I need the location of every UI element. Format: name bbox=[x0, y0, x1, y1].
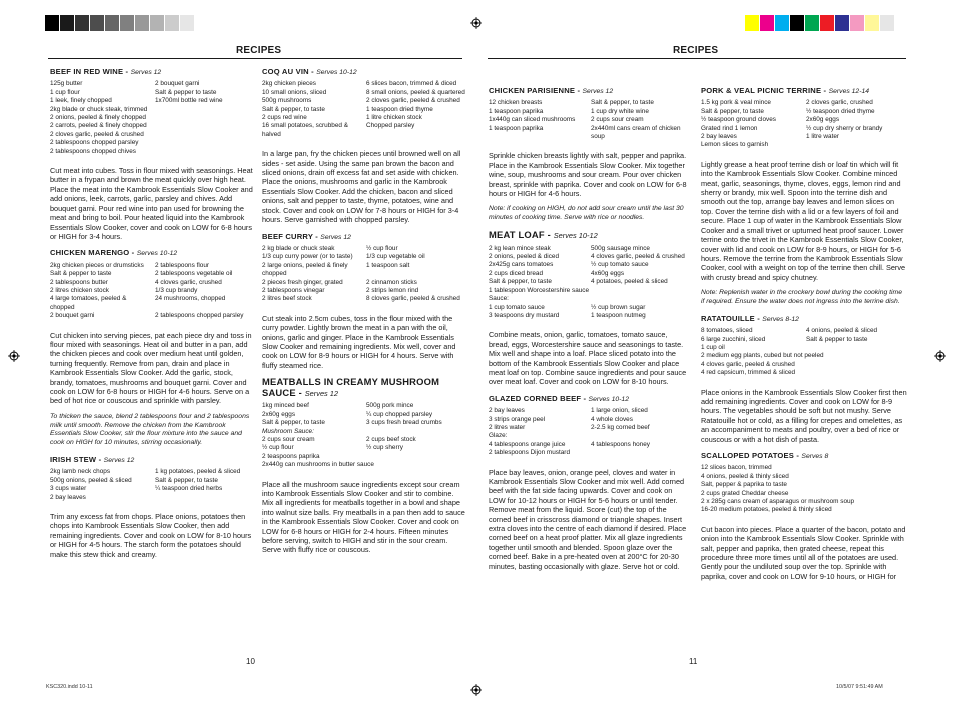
ingredient-item: 125g butter bbox=[50, 80, 83, 88]
ingredient-list bbox=[262, 80, 466, 139]
ingredient-item: Salt & pepper, to taste bbox=[262, 105, 325, 113]
recipe-block bbox=[262, 67, 466, 225]
ingredient-list bbox=[262, 245, 466, 304]
ingredient-item: Lemon slices to garnish bbox=[701, 141, 769, 149]
ingredient-item: 2x425g cans tomatoes bbox=[489, 261, 554, 269]
ingredient-item: 2 strips lemon rind bbox=[366, 286, 419, 294]
ingredient-list bbox=[701, 99, 907, 149]
ingredient-list bbox=[701, 327, 907, 377]
ingredient-item: ¼ cup chopped parsley bbox=[366, 410, 433, 418]
colour-swatch bbox=[75, 15, 90, 31]
ingredient-item: 2 bouquet garni bbox=[50, 312, 95, 320]
ingredient-item: Mushroom Sauce: bbox=[262, 427, 314, 435]
ingredient-item: 1/3 cup brandy bbox=[155, 286, 198, 294]
ingredient-item: 3 teaspoons dry mustard bbox=[489, 311, 560, 319]
ingredient-item: 2 teaspoons paprika bbox=[262, 452, 320, 460]
ingredient-item: ½ teaspoon dried thyme bbox=[806, 107, 875, 115]
ingredient-item: 2 tablespoons vegetable oil bbox=[155, 270, 233, 278]
method-paragraph: Combine meats, onion, garlic, tomatoes, tomato sauce, bread, eggs, Worcestershire sauce and seasonings to taste. Mix well and shape into a loaf. Place sliced potato into the bottom of the Kambrook Essentials Slow Cooker and place meat loaf on top. Combine sauce ingredients and pour sauce over meat loaf. Cover and cook on LOW for 8-10 hours. bbox=[489, 330, 687, 387]
colour-swatch bbox=[45, 15, 60, 31]
ingredient-item: 2 tablespoons chopped parsley bbox=[155, 312, 244, 320]
page-number-right: 11 bbox=[689, 657, 698, 666]
ingredient-item: 4 cloves garlic, crushed bbox=[155, 278, 222, 286]
ingredient-item: 1.5 kg pork & veal mince bbox=[701, 99, 771, 107]
ingredient-item: 2 cloves garlic, peeled & crushed bbox=[366, 97, 460, 105]
recipe-serves: Serves 10-12 bbox=[553, 231, 598, 241]
recipe-title bbox=[50, 455, 256, 465]
ingredient-item: 2kg lamb neck chops bbox=[50, 468, 111, 476]
column-3 bbox=[489, 86, 689, 656]
ingredient-list bbox=[489, 99, 689, 141]
ingredient-item: Grated rind 1 lemon bbox=[701, 124, 758, 132]
method-paragraph: In a large pan, fry the chicken pieces until browned well on all sides - set aside. Using the same pan brown the bacon and sliced onions, drain off excess fat and set aside with chicken. Place the onions, mushrooms and garlic in the Kambrook Essentials Slow Cooker. Add the chicken, bacon and sliced onions, salt and pepper to taste, thyme, potatoes, wine and stock. Cover and cook on LOW for 7-8 hours or HIGH for 3-4 hours. Serve garnished with chopped parsley. bbox=[262, 149, 461, 225]
colour-swatch bbox=[90, 15, 105, 31]
ingredient-item: 4 whole cloves bbox=[591, 415, 633, 423]
column-2 bbox=[262, 67, 466, 647]
ingredient-item: 1x700ml bottle red wine bbox=[155, 97, 223, 105]
recipe-title bbox=[489, 86, 689, 96]
ingredient-item: Salt & pepper, to taste bbox=[701, 107, 764, 115]
method-paragraph: Sprinkle chicken breasts lightly with salt, pepper and paprika. Place in the Kambrook Essentials Slow Cooker. Mix together wine, soup, mushrooms and sour cream. Pour over chicken breast, sprinkle with paprika. Cover and cook on LOW for 6-8 hours or HIGH for 4-6 hours. bbox=[489, 151, 687, 199]
recipe-serves: Serves 12 bbox=[103, 457, 135, 464]
ingredient-item: 2 cups sour cream bbox=[591, 116, 644, 124]
colour-swatch bbox=[150, 15, 165, 31]
recipe-title bbox=[262, 67, 466, 77]
method-paragraph: Cut meat into cubes. Toss in flour mixed with seasonings. Heat butter in a frypan and brown the meat quickly over high heat. Place the meat into the Kambrook Essentials Slow Cooker and add onions, leek, carrots, garlic, parsley and chives. Add bouquet garni. Pour red wine into pan used for browning the meat and bring to boil. Pour heated liquid into the Kambrook Essentials Slow Cooker, cover and cook on LOW for 6-8 hours or HIGH for 3-4 hours. bbox=[50, 166, 253, 241]
ingredient-item: 2 bouquet garni bbox=[155, 80, 200, 88]
recipe-title bbox=[489, 394, 689, 404]
ingredient-item: 2 tablespoons vinegar bbox=[262, 286, 325, 294]
recipe-note: To thicken the sauce, blend 2 tablespoons flour and 2 tablespoons milk until smooth. Remove the chicken from the Kambrook Essentials Slow Cooker, stir the flour mixture into the sauce and cook on HIGH for 10 minutes, stirring occasionally. bbox=[50, 412, 250, 447]
ingredient-item: 2 tablespoons chopped parsley bbox=[50, 139, 139, 147]
ingredient-item: 6 large zucchini, sliced bbox=[701, 335, 766, 343]
ingredient-item: 2 onions, peeled & diced bbox=[489, 253, 559, 261]
ingredient-item: ½ cup flour bbox=[262, 444, 294, 452]
ingredient-item: 2 cups sour cream bbox=[262, 436, 315, 443]
ingredient-item: 2 carrots, peeled & finely chopped bbox=[50, 122, 147, 130]
recipe-title bbox=[701, 86, 907, 96]
ingredient-item: 1/3 cup curry power (or to taste) bbox=[262, 253, 353, 261]
ingredient-item: 1 litre water bbox=[806, 133, 840, 141]
ingredient-item: 500g onions, peeled & sliced bbox=[50, 476, 132, 484]
ingredient-item: Salt & pepper, to taste bbox=[591, 99, 654, 107]
ingredient-list bbox=[701, 464, 907, 514]
ingredient-item: 2 cinnamon sticks bbox=[366, 278, 417, 286]
recipe-name: CHICKEN MARENGO - bbox=[50, 248, 137, 258]
ingredient-item: 1 leek, finely chopped bbox=[50, 97, 112, 105]
ingredient-item: 2 cups beef stock bbox=[366, 436, 416, 443]
colour-swatch bbox=[135, 15, 150, 31]
recipe-serves: Serves 8 bbox=[801, 453, 829, 460]
recipe-title bbox=[50, 248, 256, 258]
ingredient-item: 4 tablespoons orange juice bbox=[489, 440, 566, 448]
colour-swatch bbox=[850, 15, 865, 31]
ingredient-item: 1 cup oil bbox=[701, 343, 725, 351]
ingredient-item: 1x440g can sliced mushrooms bbox=[489, 116, 576, 124]
recipe-name: MEATBALLS IN CREAMY MUSHROOM SAUCE - bbox=[262, 376, 440, 398]
header-rule-right bbox=[488, 58, 906, 59]
recipe-serves: Serves 8-12 bbox=[762, 315, 799, 323]
ingredient-item: 1 cup flour bbox=[50, 88, 80, 96]
ingredient-item: 2 bay leaves bbox=[50, 493, 86, 501]
recipe-serves: Serves 12-14 bbox=[828, 88, 870, 95]
ingredient-item: 1 cup dry white wine bbox=[591, 107, 649, 115]
ingredient-item: Salt & pepper to taste bbox=[155, 88, 217, 96]
ingredient-item: 1 kg potatoes, peeled & sliced bbox=[155, 468, 241, 476]
recipe-serves: Serves 12 bbox=[582, 88, 614, 95]
ingredient-list bbox=[262, 402, 466, 469]
ingredient-item: Salt, pepper & paprika to taste bbox=[701, 481, 787, 489]
ingredient-item: 2kg chicken pieces or drumsticks bbox=[50, 261, 144, 269]
column-4 bbox=[701, 86, 907, 656]
ingredient-item: 2 bay leaves bbox=[489, 407, 525, 415]
recipe-block bbox=[489, 86, 689, 223]
colour-swatch bbox=[865, 15, 880, 31]
ingredient-item: 2 cloves garlic, crushed bbox=[806, 99, 873, 107]
recipe-block bbox=[50, 67, 256, 241]
registration-mark-left-icon bbox=[8, 350, 20, 362]
ingredient-item: ½ cup dry sherry or brandy bbox=[806, 124, 883, 132]
ingredient-item: 8 cloves garlic, peeled & crushed bbox=[366, 295, 460, 303]
ingredient-item: 1 teaspoon paprika bbox=[489, 124, 544, 132]
ingredient-item: 4 cloves garlic, peeled & crushed bbox=[591, 253, 685, 261]
colour-swatch bbox=[105, 15, 120, 31]
page-number-left: 10 bbox=[246, 657, 255, 666]
ingredient-item: 8 small onions, peeled & quartered bbox=[366, 88, 465, 96]
recipe-block bbox=[262, 232, 466, 371]
ingredient-item: 3 strips orange peel bbox=[489, 415, 546, 423]
colour-swatch bbox=[120, 15, 135, 31]
recipe-serves: Serves 10-12 bbox=[136, 250, 178, 258]
registration-mark-right-icon bbox=[934, 350, 946, 362]
ingredient-list bbox=[50, 468, 256, 502]
ingredient-item: 4x60g eggs bbox=[591, 269, 625, 277]
recipe-block bbox=[701, 451, 907, 581]
ingredient-item: 1 teaspoon dried thyme bbox=[366, 105, 433, 113]
ingredient-item: 1 large onion, sliced bbox=[591, 407, 648, 415]
colour-swatch bbox=[760, 15, 775, 31]
ingredient-item: Salt & pepper to taste bbox=[806, 335, 868, 343]
colour-swatch bbox=[165, 15, 180, 31]
ingredient-item: ½ cup brown sugar bbox=[591, 303, 646, 311]
ingredient-item: 1 litre chicken stock bbox=[366, 114, 422, 122]
recipe-block bbox=[50, 455, 256, 559]
recipe-block bbox=[489, 394, 689, 571]
slug-stamp: 10/5/07 9:51:49 AM bbox=[836, 684, 883, 690]
registration-mark-top-icon bbox=[470, 17, 482, 29]
method-paragraph: Cut steak into 2.5cm cubes, toss in the flour mixed with the curry powder. Lightly brown the meat in a pan with the oil, onions, garlic and ginger. Place in the Kambrook Essentials Slow Cooker and remaining ingredients. Mix well, cover and cook on LOW for 8-9 hours or HIGH for 4 hours. Serve with fluffy steamed rice. bbox=[262, 313, 456, 370]
recipe-block bbox=[262, 377, 466, 555]
ingredient-item: 2-2.5 kg corned beef bbox=[591, 423, 650, 431]
ingredient-item: Salt & pepper, to taste bbox=[489, 278, 552, 286]
ingredient-item: 4 onions, peeled & thinly sliced bbox=[701, 472, 789, 480]
ingredient-item: 2x60g eggs bbox=[806, 116, 840, 124]
method-paragraph: Place all the mushroom sauce ingredients except sour cream into Kambrook Essentials Slow Cooker and stir to combine. Mix all ingredients for meatballs together in a bowl and shape into walnut size balls. Fry meatballs in a pan then add to sauce in the Kambrook Essentials Slow Cooker. Cover and cook on LOW for 6-8 hours or HIGH for 2-4 hours. Fifteen minutes before serving, switch to HIGH and stir in the sour cream. Serve with fluffy rice or couscous. bbox=[262, 479, 465, 555]
ingredient-item: 4 large tomatoes, peeled & chopped bbox=[50, 295, 127, 311]
colour-swatch bbox=[820, 15, 835, 31]
ingredient-item: 2 cups red wine bbox=[262, 114, 307, 122]
recipe-block bbox=[489, 230, 689, 387]
recipe-name: RATATOUILLE - bbox=[701, 313, 763, 323]
colour-swatch bbox=[880, 15, 895, 31]
ingredient-list bbox=[489, 407, 689, 457]
ingredient-item: 2 x 285g cans cream of asparagus or mushroom soup bbox=[701, 498, 855, 506]
ingredient-item: 4 potatoes, peeled & sliced bbox=[591, 278, 668, 286]
ingredient-item: 2 cloves garlic, peeled & crushed bbox=[50, 130, 144, 138]
ingredient-item: 4 cloves garlic, peeled & crushed bbox=[701, 360, 795, 368]
ingredient-item: 2 pieces fresh ginger, grated bbox=[262, 278, 343, 286]
ingredient-item: 2 tablespoons butter bbox=[50, 278, 108, 286]
recipe-title bbox=[262, 232, 466, 242]
ingredient-list bbox=[489, 245, 689, 321]
ingredient-item: 2 kg lean mince steak bbox=[489, 244, 551, 252]
recipe-title bbox=[262, 377, 466, 399]
colour-bar-right bbox=[745, 15, 895, 31]
ingredient-item: 1/3 cup vegetable oil bbox=[366, 253, 425, 261]
ingredient-item: 500g sausage mince bbox=[591, 244, 650, 252]
colour-bar-left bbox=[45, 15, 195, 31]
colour-swatch bbox=[775, 15, 790, 31]
ingredient-item: 16-20 medium potatoes, peeled & thinly sliced bbox=[701, 506, 832, 514]
recipe-note: Note: if cooking on HIGH, do not add sour cream until the last 30 minutes of cooking time. Serve with rice or noodles. bbox=[489, 205, 684, 222]
ingredient-item: 2 litres water bbox=[489, 423, 526, 431]
ingredient-item: Chopped parsley bbox=[366, 122, 415, 130]
recipe-name: CHICKEN PARISIENNE - bbox=[489, 86, 583, 95]
registration-mark-bottom-icon bbox=[470, 684, 482, 696]
colour-swatch bbox=[805, 15, 820, 31]
ingredient-list bbox=[50, 80, 256, 156]
ingredient-item: 4 red capsicum, trimmed & sliced bbox=[701, 369, 796, 377]
ingredient-item: 24 mushrooms, chopped bbox=[155, 295, 226, 303]
ingredient-item: 6 slices bacon, trimmed & diced bbox=[366, 80, 457, 88]
page-title-right: RECIPES bbox=[673, 45, 719, 56]
recipe-note: Note: Replenish water in the crockery bowl during the cooking time if required. Ensure the water does not ingress into the terrine dish. bbox=[701, 289, 902, 305]
colour-swatch bbox=[835, 15, 850, 31]
ingredient-item: 1kg minced beef bbox=[262, 402, 309, 410]
ingredient-list bbox=[50, 262, 256, 321]
ingredient-item: 1 teaspoon paprika bbox=[489, 107, 544, 115]
ingredient-item: 1 teaspoon nutmeg bbox=[591, 311, 646, 319]
ingredient-item: 16 small potatoes, scrubbed & halved bbox=[262, 122, 348, 138]
ingredient-item: 2 tablespoons Dijon mustard bbox=[489, 449, 570, 457]
colour-swatch bbox=[60, 15, 75, 31]
ingredient-item: 500g mushrooms bbox=[262, 97, 312, 105]
ingredient-item: 12 chicken breasts bbox=[489, 99, 543, 107]
ingredient-item: ½ cup flour bbox=[366, 244, 398, 252]
recipe-name: IRISH STEW - bbox=[50, 455, 104, 464]
recipe-title bbox=[50, 67, 256, 77]
recipe-block bbox=[50, 248, 256, 448]
ingredient-item: 2 litres chicken stock bbox=[50, 286, 109, 294]
recipe-name: BEEF CURRY - bbox=[262, 231, 321, 241]
ingredient-item: Salt & pepper to taste bbox=[50, 270, 112, 278]
ingredient-item: 2 cups diced bread bbox=[489, 269, 544, 277]
recipe-serves: Serves 10-12 bbox=[588, 395, 629, 403]
recipe-name: COQ AU VIN - bbox=[262, 67, 317, 76]
method-paragraph: Lightly grease a heat proof terrine dish or loaf tin which will fit into the Kambrook Essentials Slow Cooker. Combine minced meat, garlic, seasonings, thyme, cloves, eggs, lemon rind and sherry or brandy, mix well. Spoon into the terrine dish and smooth out the top, arrange bay leaves and lemon slices on top. Cover the terrine dish with a lid or a few layers of foil and secure. Place 1 cup of water in the Kambrook Essentials Slow Cooker and a small trivet or upturned heat proof saucer. Lower terrine onto the trivet in the Kambrook Essentials Slow Cooker, cover with lid and cook on LOW for 8-9 hours, or HIGH for 5-6 hours. Remove the terrine from the Kambrook Essentials Slow Cooker, cool with a weight on top of the terrine then chill. Serve with crusty bread and spicy chutney. bbox=[701, 159, 906, 282]
method-paragraph: Trim any excess fat from chops. Place onions, potatoes then chops into Kambrook Essentials Slow Cooker, then add remaining ingredients. Cover and cook on LOW for 8-10 hours or HIGH for 4-5 hours. The starch form the potatoes should make this stew thick and creamy. bbox=[50, 512, 252, 559]
ingredient-item: 3 cups water bbox=[50, 485, 87, 493]
page-title-left: RECIPES bbox=[236, 45, 282, 56]
ingredient-item: 2kg blade or chuck steak, trimmed bbox=[50, 105, 148, 113]
recipe-title bbox=[489, 230, 689, 242]
recipe-serves: Serves 12 bbox=[304, 388, 339, 398]
recipe-name: MEAT LOAF - bbox=[489, 229, 554, 241]
ingredient-item: 2x440g can mushrooms in butter sauce bbox=[262, 461, 374, 469]
ingredient-item: Salt & pepper, to taste bbox=[155, 476, 218, 484]
ingredient-item: 1 cup tomato sauce bbox=[489, 303, 545, 311]
ingredient-item: ½ cup tomato sauce bbox=[591, 261, 649, 269]
ingredient-item: 4 tablespoons honey bbox=[591, 440, 650, 448]
recipe-title bbox=[701, 314, 907, 324]
ingredient-item: 1 teaspoon salt bbox=[366, 261, 410, 269]
ingredient-item: 2 medium egg plants, cubed but not peeled bbox=[701, 352, 824, 360]
ingredient-item: 2x440ml cans cream of chicken soup bbox=[591, 124, 681, 141]
ingredient-item: 2 large onions, peeled & finely chopped bbox=[262, 261, 348, 278]
header-rule-left bbox=[48, 58, 462, 59]
ingredient-item: 2 tablespoons chopped chives bbox=[50, 147, 136, 155]
ingredient-item: 2 litres beef stock bbox=[262, 295, 312, 303]
method-paragraph: Cut chicken into serving pieces, pat each piece dry and toss in flour mixed with seasonings. Heat oil and butter in a pan, add the chicken pieces and cook over medium heat until golden, turning frequently. Remove from pan, drain and place in Kambrook Essentials Slow Cooker. Add the garlic, stock, brandy, tomatoes, mushrooms and bouquet garni. Cover and cook on LOW for 6-8 hours or HIGH for 4-6 hours. Serve on a bed of hot rice or couscous and sprinkle with parsley. bbox=[50, 330, 252, 406]
ingredient-item: Sauce: bbox=[489, 295, 509, 303]
colour-swatch bbox=[180, 15, 195, 31]
recipe-name: PORK & VEAL PICNIC TERRINE - bbox=[701, 86, 829, 95]
ingredient-item: 3 cups fresh bread crumbs bbox=[366, 419, 442, 427]
ingredient-item: 2x60g eggs bbox=[262, 410, 296, 418]
ingredient-item: 2 onions, peeled & finely chopped bbox=[50, 114, 146, 122]
method-paragraph: Cut bacon into pieces. Place a quarter of the bacon, potato and onion into the Kambrook Essentials Slow Cooker. Sprinkle with salt, pepper and paprika, then grated cheese, repeat this procedure three more times until all of the potatoes are used. Gently pour the undiluted soup over the top. Sprinkle with paprika, cover and cook on LOW for 9-10 hours, or HIGH for bbox=[701, 524, 906, 581]
ingredient-item: Glaze: bbox=[489, 432, 508, 440]
ingredient-item: 500g pork mince bbox=[366, 402, 414, 410]
slug-file: KSC320.indd 10-11 bbox=[46, 684, 93, 690]
recipe-title bbox=[701, 451, 907, 461]
recipe-serves: Serves 12 bbox=[320, 233, 351, 241]
recipe-serves: Serves 12 bbox=[130, 69, 162, 76]
ingredient-item: 1 tablespoon Worcestershire sauce bbox=[489, 286, 590, 294]
ingredient-item: 2 bay leaves bbox=[701, 133, 737, 141]
recipe-block bbox=[701, 86, 907, 307]
ingredient-item: 4 onions, peeled & sliced bbox=[806, 327, 878, 335]
ingredient-item: 10 small onions, sliced bbox=[262, 88, 327, 96]
recipe-name: SCALLOPED POTATOES - bbox=[701, 451, 802, 460]
recipe-name: GLAZED CORNED BEEF - bbox=[489, 393, 589, 403]
ingredient-item: 2 kg blade or chuck steak bbox=[262, 244, 335, 252]
ingredient-item: 12 slices bacon, trimmed bbox=[701, 464, 772, 472]
ingredient-item: 2kg chicken pieces bbox=[262, 80, 316, 88]
ingredient-item: ½ teaspoon ground cloves bbox=[701, 116, 776, 124]
ingredient-item: 2 tablespoons flour bbox=[155, 261, 210, 269]
method-paragraph: Place bay leaves, onion, orange peel, cloves and water in Kambrook Essentials Slow Cooker and mix well. Add corned beef with the fat side facing upwards. Cover and cook on LOW for 10-12 hours or HIGH for 5-6 hours or until tender. Remove meat from the liquid. Score (cut) the top of the corned beef in crisscross diamond or triangle shapes. Insert extra cloves into the centre of each diamond if desired. Place corned beef on a heat proof platter. Mix all glaze ingredients together until smooth and blended. Spoon glaze over the corned beef. Bake in a pre-heated oven at 200°C for 20-30 minutes, basting occasionally with glaze. Serve hot or cold. bbox=[489, 467, 687, 571]
ingredient-item: ¼ teaspoon dried herbs bbox=[155, 485, 223, 493]
ingredient-item: 2 cups grated Cheddar cheese bbox=[701, 489, 789, 497]
ingredient-item: 8 tomatoes, sliced bbox=[701, 327, 753, 335]
colour-swatch bbox=[790, 15, 805, 31]
recipe-serves: Serves 10-12 bbox=[316, 69, 357, 76]
recipe-name: BEEF IN RED WINE - bbox=[50, 67, 131, 76]
colour-swatch bbox=[745, 15, 760, 31]
ingredient-item: ½ cup sherry bbox=[366, 444, 403, 452]
recipe-block bbox=[701, 314, 907, 444]
ingredient-item: Salt & pepper, to taste bbox=[262, 419, 325, 427]
method-paragraph: Place onions in the Kambrook Essentials Slow Cooker first then add remaining ingredients. Cover and cook on LOW for 8-9 hours. The vegetables should be soft but not mushy. Serve Ratatouille hot or cold, as a filling for crepes and omelettes, as an accompaniment to meats and poultry, over a bed of rice or couscous or with a hot dish of pasta. bbox=[701, 387, 907, 444]
column-1 bbox=[50, 67, 256, 647]
